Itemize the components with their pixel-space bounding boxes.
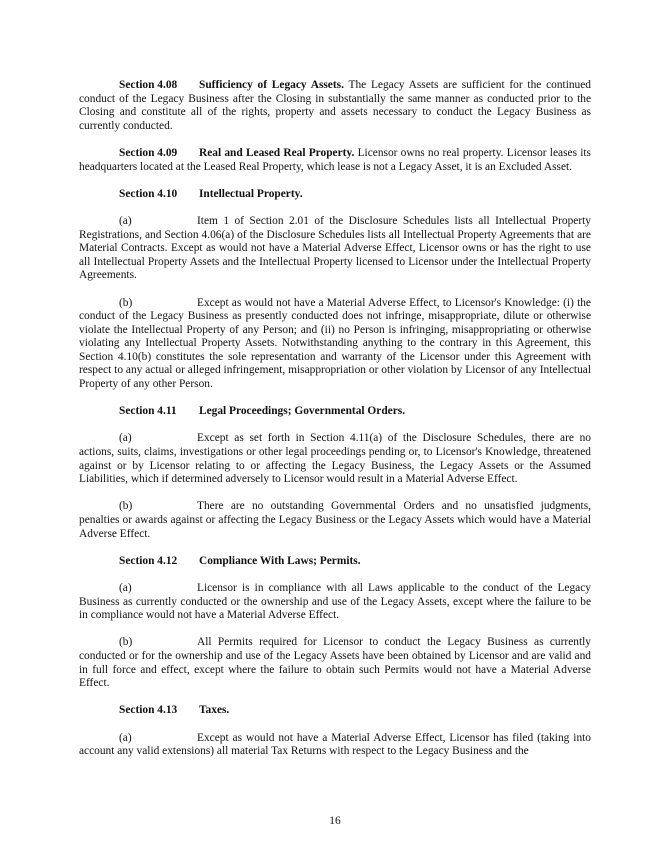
- clause-text: Licensor is in compliance with all Laws applicable to the conduct of the Legacy Business as currently conducted or the ownership and use of the Legacy Assets, except where the failure to be in compliance would not have a Material Adverse Effect.: [79, 581, 591, 622]
- section-title: Real and Leased Real Property.: [199, 146, 355, 159]
- clause-label: (b): [119, 500, 133, 513]
- section-title: Taxes.: [199, 704, 230, 717]
- section-4-11-b: [79, 500, 591, 541]
- section-text: Licensor owns no real property. Licensor leases its headquarters located at the Leased Real Property, which lease is not a Legacy Asset, it is an Excluded Asset.: [79, 146, 591, 173]
- section-number: Section 4.10: [119, 187, 178, 200]
- section-4-13: [79, 704, 591, 718]
- clause-label: (b): [119, 296, 133, 309]
- section-4-12: [79, 555, 591, 569]
- section-number: Section 4.12: [119, 554, 178, 567]
- section-title: Sufficiency of Legacy Assets.: [199, 79, 344, 91]
- section-4-11-a: [79, 432, 591, 486]
- clause-text: Item 1 of Section 2.01 of the Disclosure Schedules lists all Intellectual Property Registrations, and Section 4.06(a) of the Disclosure Schedules lists all Intellectual Property Agreements that are Material Contracts. Except as would not have a Material Adverse Effect, Licensor owns or has the right to use all Intellectual Property Assets and the Intellectual Property licensed to Licensor under the Intellectual Property Agreements.: [79, 214, 591, 282]
- section-4-13-a: [79, 732, 591, 759]
- section-number: Section 4.11: [119, 405, 177, 418]
- clause-label: (a): [119, 432, 132, 445]
- clause-text: Except as would not have a Material Adverse Effect, to Licensor's Knowledge: (i) the conduct of the Legacy Business as presently conducted does not infringe, misappropriate, dilute or otherwise violate the Intellectual Property of any Person; and (ii) no Person is infringing, misappropriating or otherwise violating any Intellectual Property Assets. Notwithstanding anything to the contrary in this Agreement, this Section 4.10(b) constitutes the sole representation and warranty of the Licensor under this Agreement with respect to any actual or alleged infringement, misappropriation or other violation by Licensor of any Intellectual Property of any other Person.: [79, 296, 591, 391]
- section-4-10: [79, 188, 591, 202]
- clause-label: (a): [119, 581, 132, 594]
- page-number: 16: [329, 815, 341, 827]
- section-text: The Legacy Assets are sufficient for the continued conduct of the Legacy Business after the Closing in substantially the same manner as conducted prior to the Closing and constitute all of the rights, property and assets necessary to conduct the Legacy Business as currently conducted.: [79, 79, 592, 132]
- section-number: Section 4.08: [119, 79, 178, 91]
- clause-text: There are no outstanding Governmental Orders and no unsatisfied judgments, penalties or awards against or affecting the Legacy Business or the Legacy Assets which would have a Material Adverse Effect.: [79, 500, 591, 540]
- clause-label: (a): [119, 731, 132, 744]
- page-body: [79, 79, 591, 772]
- section-4-12-b: [79, 636, 591, 690]
- section-4-10-a: [79, 215, 591, 283]
- clause-label: (a): [119, 214, 132, 227]
- clause-text: Except as would not have a Material Adverse Effect, Licensor has filed (taking into account any valid extensions) all material Tax Returns with respect to the Legacy Business and the: [79, 731, 591, 758]
- section-4-10-b: [79, 297, 591, 392]
- section-4-12-a: [79, 582, 591, 623]
- section-title: Compliance With Laws; Permits.: [199, 554, 361, 567]
- section-4-09: [79, 147, 591, 174]
- clause-text: All Permits required for Licensor to conduct the Legacy Business as currently conducted or for the ownership and use of the Legacy Assets have been obtained by Licensor and are valid and in full force and effect, except where the failure to obtain such Permits would not have a Material Adverse Effect.: [79, 636, 591, 690]
- section-title: Intellectual Property.: [199, 187, 303, 200]
- section-number: Section 4.09: [119, 146, 178, 159]
- section-4-11: [79, 405, 591, 419]
- clause-text: Except as set forth in Section 4.11(a) of the Disclosure Schedules, there are no actions, suits, claims, investigations or other legal proceedings pending or, to Licensor's Knowledge, threatened against or by Licensor relating to or affecting the Legacy Business, the Legacy Assets or the Assumed Liabilities, which if determined adversely to Licensor would result in a Material Adverse Effect.: [79, 432, 591, 486]
- section-title: Legal Proceedings; Governmental Orders.: [199, 405, 406, 418]
- clause-label: (b): [119, 636, 133, 649]
- section-4-08: [79, 79, 591, 133]
- section-number: Section 4.13: [119, 704, 178, 717]
